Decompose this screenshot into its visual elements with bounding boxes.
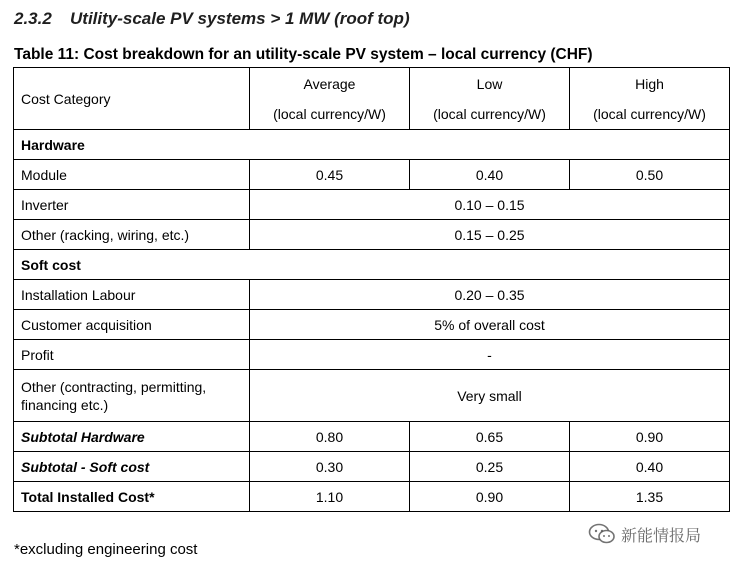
header-average	[250, 68, 410, 130]
subtotal-soft-label: Subtotal - Soft cost	[14, 452, 250, 482]
header-category: Cost Category	[14, 68, 250, 130]
header-high	[570, 68, 730, 130]
table-row	[14, 340, 730, 370]
subtotal-hardware-low: 0.65	[410, 422, 570, 452]
other-hardware-label: Other (racking, wiring, etc.)	[14, 220, 250, 250]
total-installed-label: Total Installed Cost*	[14, 482, 250, 512]
watermark	[588, 522, 701, 546]
header-low-unit: (local currency/W)	[433, 105, 546, 122]
table-header-row	[14, 68, 730, 130]
module-high: 0.50	[570, 160, 730, 190]
table-row	[14, 482, 730, 512]
inverter-value: 0.10 – 0.15	[250, 190, 730, 220]
profit-label: Profit	[14, 340, 250, 370]
subtotal-soft-low: 0.25	[410, 452, 570, 482]
table-row	[14, 130, 730, 160]
inverter-label: Inverter	[14, 190, 250, 220]
header-average-unit: (local currency/W)	[273, 105, 386, 122]
subtotal-hardware-high: 0.90	[570, 422, 730, 452]
cost-breakdown-table	[13, 67, 730, 512]
total-installed-high: 1.35	[570, 482, 730, 512]
profit-value: -	[250, 340, 730, 370]
installation-value: 0.20 – 0.35	[250, 280, 730, 310]
section-number: 2.3.2	[14, 9, 52, 28]
table-caption: Table 11: Cost breakdown for an utility-scale PV system – local currency (CHF)	[14, 46, 593, 63]
total-installed-low: 0.90	[410, 482, 570, 512]
other-soft-value: Very small	[250, 370, 730, 422]
header-average-label: Average	[303, 75, 356, 92]
customer-acquisition-value: 5% of overall cost	[250, 310, 730, 340]
table-row	[14, 250, 730, 280]
header-high-label: High	[635, 75, 664, 92]
footnote: *excluding engineering cost	[14, 541, 198, 558]
subtotal-soft-high: 0.40	[570, 452, 730, 482]
table-row	[14, 160, 730, 190]
module-average: 0.45	[250, 160, 410, 190]
soft-cost-section-heading: Soft cost	[14, 250, 730, 280]
header-high-unit: (local currency/W)	[593, 105, 706, 122]
table-row	[14, 220, 730, 250]
table-row	[14, 370, 730, 422]
hardware-section-heading: Hardware	[14, 130, 730, 160]
subtotal-soft-average: 0.30	[250, 452, 410, 482]
installation-label: Installation Labour	[14, 280, 250, 310]
subtotal-hardware-label: Subtotal Hardware	[14, 422, 250, 452]
watermark-text: 新能情报局	[621, 527, 702, 545]
header-low-label: Low	[476, 75, 503, 92]
total-installed-average: 1.10	[250, 482, 410, 512]
module-low: 0.40	[410, 160, 570, 190]
other-hardware-value: 0.15 – 0.25	[250, 220, 730, 250]
table-row	[14, 422, 730, 452]
table-row	[14, 280, 730, 310]
wechat-icon	[588, 523, 616, 545]
section-title: Utility-scale PV systems > 1 MW (roof top)	[70, 9, 410, 28]
table-row	[14, 310, 730, 340]
header-low	[410, 68, 570, 130]
table-row	[14, 190, 730, 220]
subtotal-hardware-average: 0.80	[250, 422, 410, 452]
other-soft-label: Other (contracting, permitting, financing etc.)	[14, 370, 250, 422]
section-heading	[14, 9, 410, 29]
module-label: Module	[14, 160, 250, 190]
table-row	[14, 452, 730, 482]
customer-acquisition-label: Customer acquisition	[14, 310, 250, 340]
